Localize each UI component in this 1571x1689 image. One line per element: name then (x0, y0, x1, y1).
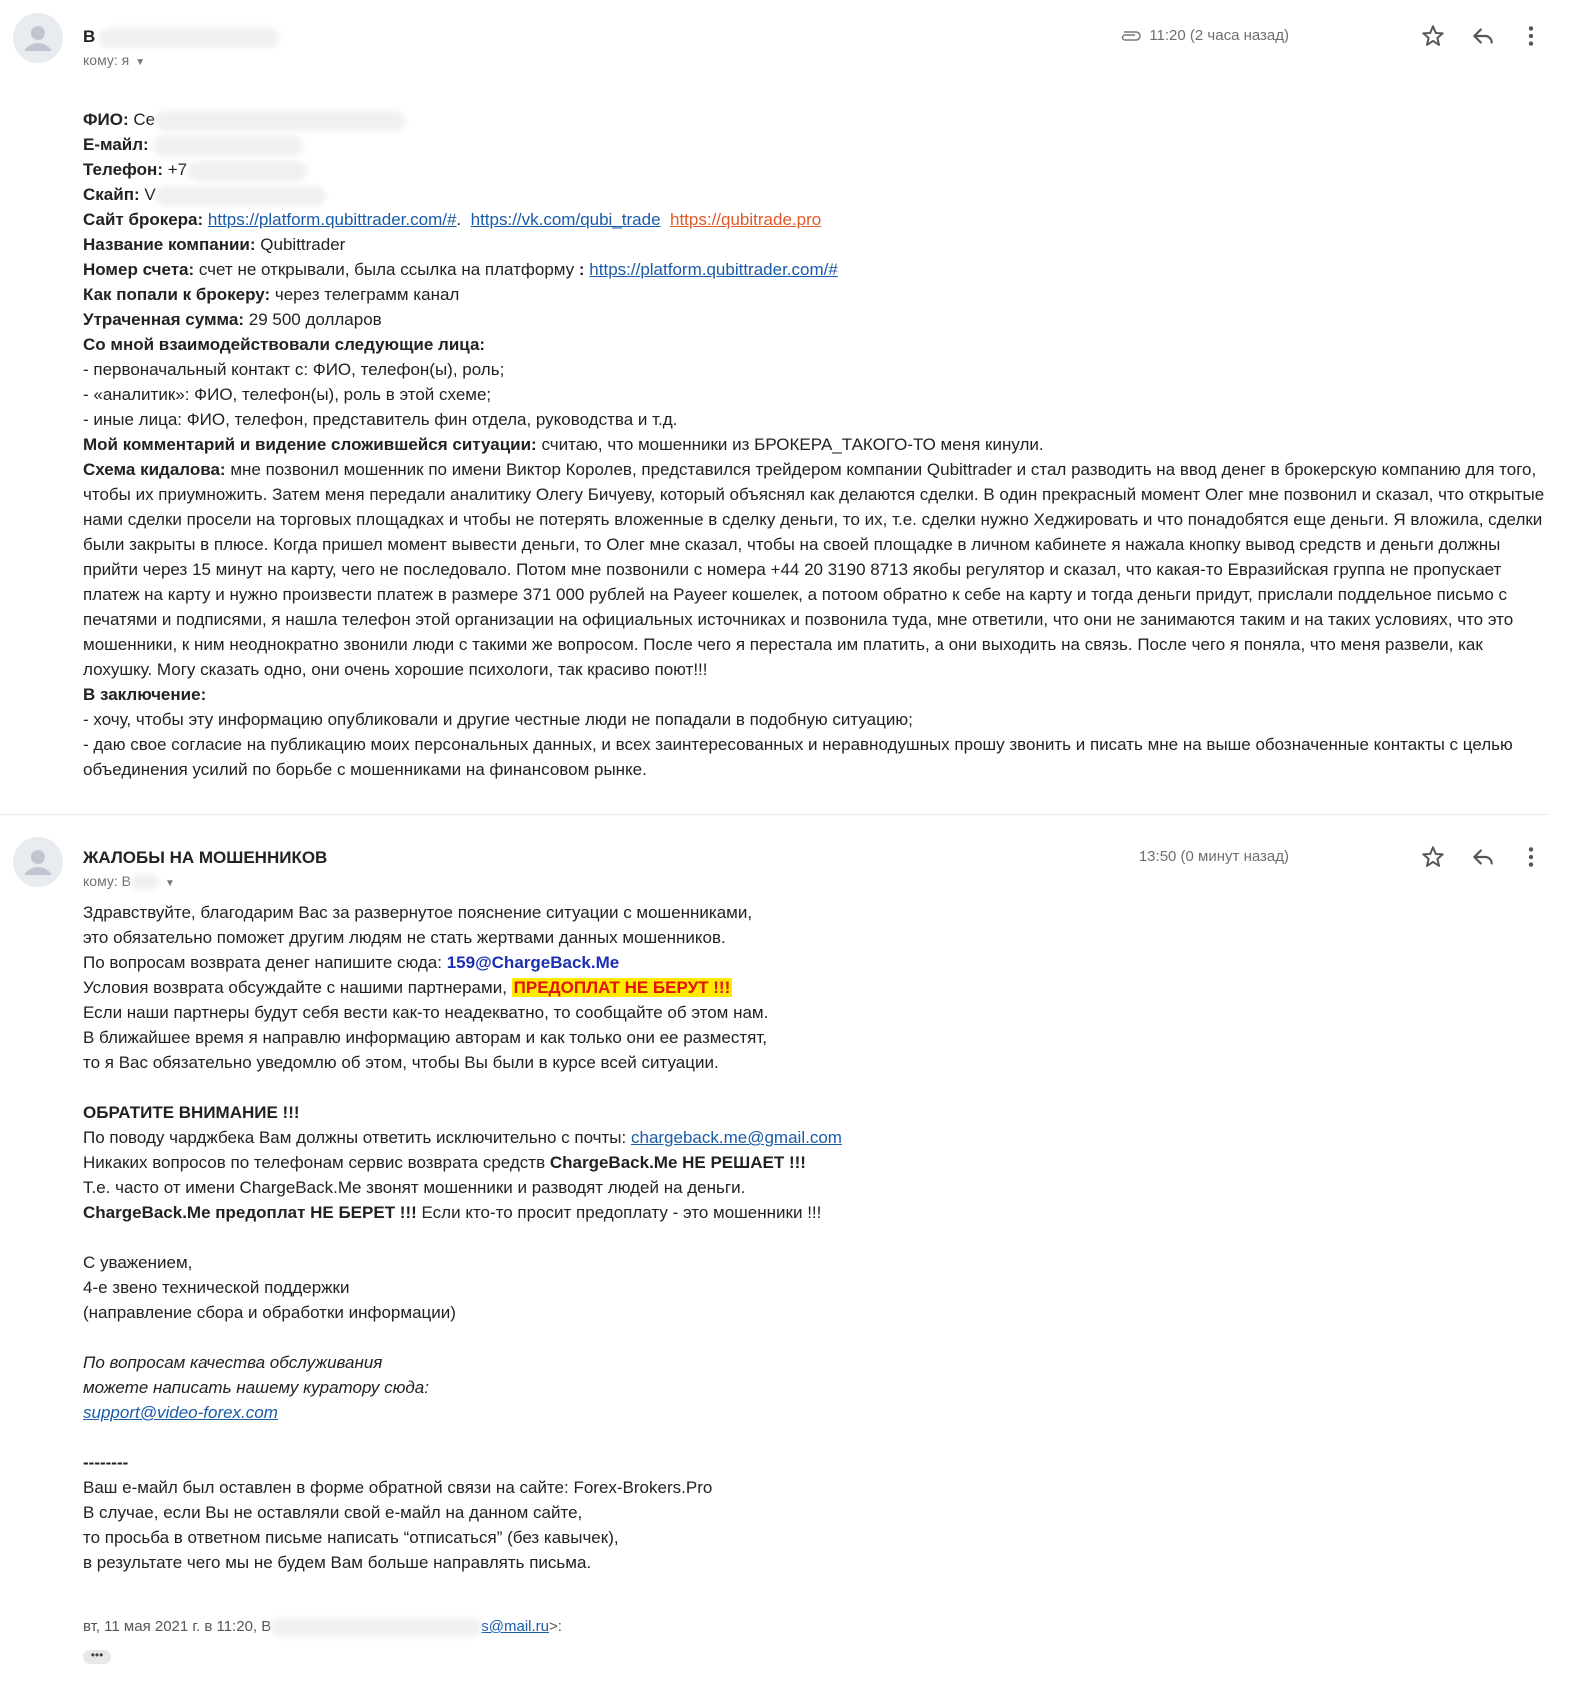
conclusion-item: - хочу, чтобы эту информацию опубликовали и другие честные люди не попадали в подобную ситуацию; (83, 710, 913, 729)
no-prepay-highlight: ПРЕДОПЛАТ НЕ БЕРУТ !!! (513, 978, 731, 997)
more-vert-icon[interactable] (1518, 844, 1544, 870)
regards-line: С уважением, (83, 1253, 193, 1272)
redacted-blur (99, 28, 279, 48)
redacted-blur (131, 874, 159, 890)
persons-item: - первоначальный контакт с: ФИО, телефон(ы), роль; (83, 360, 505, 379)
show-trimmed-button[interactable]: ••• (83, 1650, 111, 1664)
chevron-down-icon[interactable]: ▼ (135, 57, 146, 68)
field-phone: Телефон: +7 (83, 157, 1553, 182)
persons-item: - «аналитик»: ФИО, телефон(ы), роль в этой схеме; (83, 385, 492, 404)
redacted-blur (156, 186, 326, 206)
field-account: Номер счета: счет не открывали, была ссылка на платформу : https://platform.qubittrader.com/# (83, 260, 838, 279)
terms-line: Условия возврата обсуждайте с нашими партнерами, ПРЕДОПЛАТ НЕ БЕРУТ !!! (83, 978, 731, 997)
regards-line: (направление сбора и обработки информации) (83, 1303, 456, 1322)
recipient-line[interactable]: кому: я ▼ (83, 52, 146, 68)
star-icon[interactable] (1420, 844, 1446, 870)
chevron-down-icon[interactable]: ▼ (164, 878, 175, 889)
field-comment: Мой комментарий и видение сложившейся ситуации: считаю, что мошенники из БРОКЕРА_ТАКОГО-ТО меня кинули. (83, 435, 1044, 454)
quoted-header: вт, 11 мая 2021 г. в 11:20, В s@mail.ru>: (83, 1618, 562, 1635)
body-line: то я Вас обязательно уведомлю об этом, чтобы Вы были в курсе всей ситуации. (83, 1053, 719, 1072)
message-body (83, 900, 1553, 1575)
persons-heading: Со мной взаимодействовали следующие лица: (83, 335, 486, 354)
field-fio: ФИО: Се (83, 107, 1553, 132)
sender-name[interactable]: ЖАЛОБЫ НА МОШЕННИКОВ (83, 848, 328, 867)
footer-line: В случае, если Вы не оставляли свой е-майл на данном сайте, (83, 1503, 583, 1522)
message-body (83, 107, 1553, 782)
link-platform[interactable]: https://platform.qubittrader.com/# (207, 210, 457, 229)
prepay-line: ChargeBack.Me предоплат НЕ БЕРЕТ !!! Если кто-то просит предоплату - это мошенники !!! (83, 1203, 822, 1222)
footer-line: то просьба в ответном письме написать “отписаться” (без кавычек), (83, 1528, 619, 1547)
message-time: 11:20 (2 часа назад) (1119, 27, 1289, 44)
avatar (13, 837, 63, 887)
field-broker-site: Сайт брокера: https://platform.qubittrader.com/#. https://vk.com/qubi_trade https://qubitrade.pro (83, 210, 822, 229)
conclusion-item: - даю свое согласие на публикацию моих персональных данных, и всех заинтересованных и неравнодушных прошу звонить и писать мне на выше обозначенные контакты с целью объединения усилий по борьбе с мошенниками на финансовом рынке. (83, 735, 1513, 779)
quality-line: По вопросам качества обслуживания (83, 1353, 383, 1372)
regards-line: 4-е звено технической поддержки (83, 1278, 350, 1297)
avatar (13, 13, 63, 63)
spacer (83, 1075, 1553, 1100)
message-2 (0, 815, 1571, 1689)
chargeback-line: По поводу чарджбека Вам должны ответить исключительно с почты: chargeback.me@gmail.com (83, 1128, 842, 1147)
refund-line: По вопросам возврата денег напишите сюда: 159@ChargeBack.Me (83, 953, 620, 972)
footer-line: в результате чего мы не будем Вам больше направлять письма. (83, 1553, 592, 1572)
link-qubitrade[interactable]: https://qubitrade.pro (670, 210, 822, 229)
conclusion-heading: В заключение: (83, 685, 207, 704)
reply-icon[interactable] (1470, 23, 1496, 49)
sender-name[interactable]: В (83, 27, 279, 48)
phone-line: Никаких вопросов по телефонам сервис возврата средств ChargeBack.Me НЕ РЕШАЕТ !!! (83, 1153, 806, 1172)
footer-line: Ваш е-майл был оставлен в форме обратной связи на сайте: Forex-Brokers.Pro (83, 1478, 713, 1497)
body-line: Т.е. часто от имени ChargeBack.Me звонят мошенники и разводят людей на деньги. (83, 1178, 746, 1197)
field-how: Как попали к брокеру: через телеграмм канал (83, 285, 460, 304)
person-icon (13, 13, 63, 63)
message-1 (0, 0, 1571, 814)
spacer (83, 1425, 1553, 1450)
refund-email[interactable]: 159@ChargeBack.Me (446, 953, 620, 972)
reply-icon[interactable] (1470, 844, 1496, 870)
persons-item: - иные лица: ФИО, телефон, представитель фин отдела, руководства и т.д. (83, 410, 678, 429)
separator-line: -------- (83, 1453, 129, 1472)
field-lost-amount: Утраченная сумма: 29 500 долларов (83, 310, 382, 329)
spacer (83, 1225, 1553, 1250)
field-scheme: Схема кидалова: мне позвонил мошенник по имени Виктор Королев, представился трейдером компании Qubittrader и стал разводить на ввод денег в брокерскую компанию для того, чтобы их приумножить. Затем меня передали аналитику Олегу Бичуеву, который объяснял как делаются сделки. В один прекрасный момент Олег мне позвонил и сказал, что открытые нами сделки просели на торговых площадках и чтобы не потерять вложенные в сделку деньги, то их, т.е. сделки нужно Хеджировать и что понадобятся еще деньги. Я вложила, сделки были закрыты в плюсе. Когда пришел момент вывести деньги, то Олег мне сказал, чтобы на своей площадке в личном кабинете я нажала кнопку вывод средств и деньги должны прийти через 15 минут на карту, чего не последовало. Потом мне позвонили с номера +44 20 3190 8713 якобы регулятор и сказал, что какая-то Евразийская группа не пропускает платеж на карту и нужно произвести платеж в размере 371 000 рублей на Payeer кошелек, а потоом обратно к себе на карту и тогда деньги придут, прислали поддельное письмо с печатями и подписями, я нашла телефон этой организации на официальных источниках и позвонила туда, мне ответили, что они не занимаются таким и на таких условиях, что это мошенники, к ним неоднократно звонили люди с такими же вопросом. После чего я перестала им платить, а они выходить на связь. После чего я поняла, что меня развели, как лохушку. Могу сказать одно, они очень хорошие психологи, так красиво поют!!! (83, 460, 1545, 679)
more-vert-icon[interactable] (1518, 23, 1544, 49)
redacted-blur (155, 111, 405, 131)
support-email-link[interactable]: support@video-forex.com (83, 1403, 278, 1422)
chargeback-email-link[interactable]: chargeback.me@gmail.com (630, 1128, 842, 1147)
message-time: 13:50 (0 минут назад) (1138, 848, 1289, 865)
person-icon (13, 837, 63, 887)
redacted-blur (271, 1618, 481, 1636)
redacted-blur (153, 136, 303, 156)
star-icon[interactable] (1420, 23, 1446, 49)
support-line (83, 1400, 1553, 1425)
link-platform-account[interactable]: https://platform.qubittrader.com/# (589, 260, 838, 279)
field-skype: Скайп: V (83, 182, 1553, 207)
spacer (83, 1325, 1553, 1350)
body-line: Если наши партнеры будут себя вести как-то неадекватно, то сообщайте об этом нам. (83, 1003, 769, 1022)
attention-heading: ОБРАТИТЕ ВНИМАНИЕ !!! (83, 1103, 300, 1122)
body-line: В ближайшее время я направлю информацию авторам и как только они ее разместят, (83, 1028, 768, 1047)
attachment-icon (1119, 30, 1141, 42)
redacted-blur (187, 161, 307, 181)
link-vk[interactable]: https://vk.com/qubi_trade (470, 210, 661, 229)
body-line: это обязательно поможет другим людям не стать жертвами данных мошенников. (83, 928, 726, 947)
quoted-email-link[interactable]: s@mail.ru (481, 1618, 550, 1635)
field-email: Е-майл: (83, 132, 1553, 157)
body-line: Здравствуйте, благодарим Вас за развернутое пояснение ситуации с мошенниками, (83, 903, 753, 922)
field-company: Название компании: Qubittrader (83, 235, 346, 254)
quality-line: можете написать нашему куратору сюда: (83, 1378, 429, 1397)
recipient-line[interactable]: кому: В ▼ (83, 873, 175, 889)
